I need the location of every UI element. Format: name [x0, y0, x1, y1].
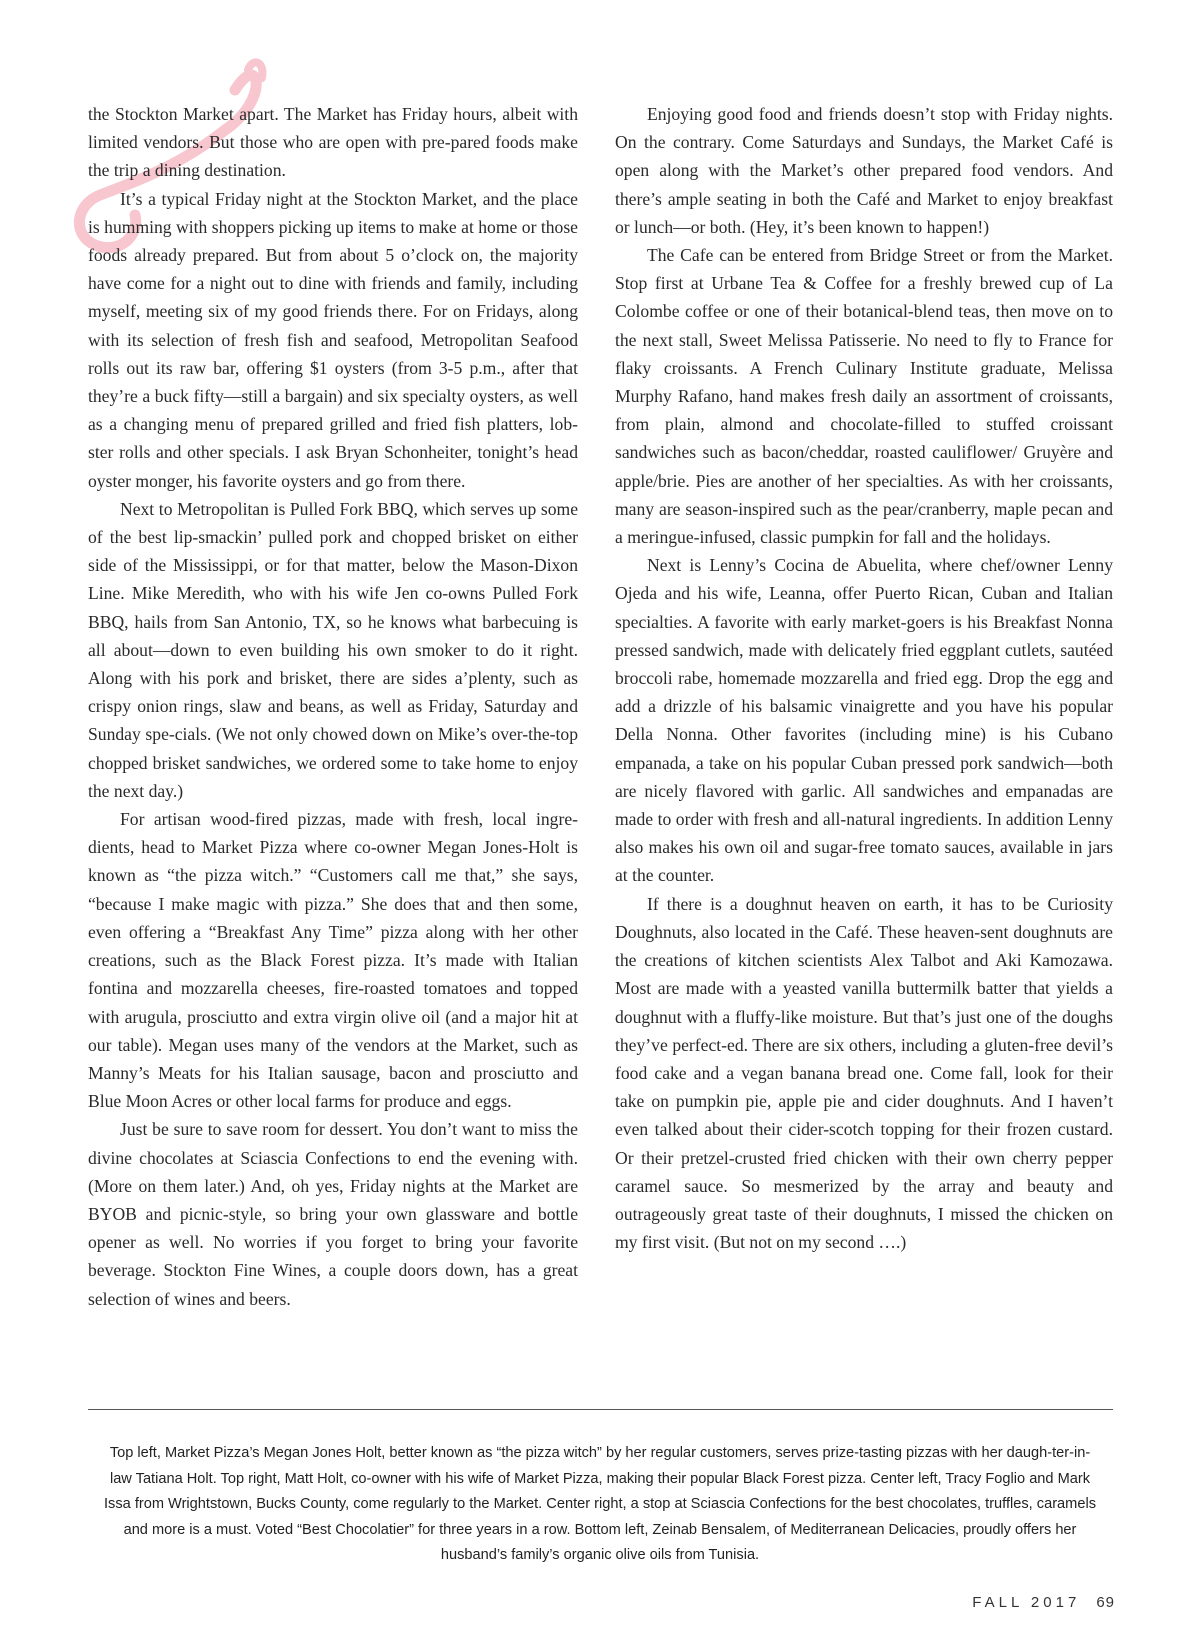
- paragraph: Enjoying good food and friends doesn’t stop with Friday nights. On the contrary. Come Saturdays and Sundays, the Market Café is open along with the Market’s other prepared food vendors. And there’s ample seating in both the Café and Market to enjoy breakfast or lunch—or both. (Hey, it’s been known to happen!): [615, 104, 1113, 237]
- paragraph: the Stockton Market apart. The Market has Friday hours, albeit with limited vendors. But those who are open with pre-pared foods make the trip a dining destination.: [88, 104, 578, 181]
- caption-divider: [88, 1409, 1113, 1410]
- paragraph: For artisan wood-fired pizzas, made with fresh, local ingre-dients, head to Market Pizza where co-owner Megan Jones-Holt is known as “the pizza witch.” “Customers call me that,” she says, “because I make magic with pizza.” She does that and then some, even offering a “Breakfast Any Time” pizza along with her other creations, such as the Black Forest pizza. It’s made with Italian fontina and mozzarella cheeses, fire-roasted tomatoes and topped with arugula, prosciutto and extra virgin olive oil (and a major hit at our table). Megan uses many of the vendors at the Market, such as Manny’s Meats for his Italian sausage, bacon and prosciutto and Blue Moon Acres or other local farms for produce and eggs.: [88, 809, 578, 1112]
- page-number: 69: [1096, 1594, 1115, 1611]
- issue-label: FALL 2017: [972, 1594, 1081, 1611]
- paragraph: If there is a doughnut heaven on earth, it has to be Curiosity Doughnuts, also located in the Café. These heaven-sent doughnuts are the creations of kitchen scientists Alex Talbot and Aki Kamozawa. Most are made with a yeasted vanilla buttermilk batter that yields a doughnut with a fluffy-like moisture. But that’s just one of the doughs they’ve perfect-ed. There are six others, including a gluten-free devil’s food cake and a vegan banana bread one. Come fall, look for their take on pumpkin pie, apple pie and cider doughnuts. And I haven’t even talked about their cider-scotch topping for their frozen custard. Or their pretzel-crusted fried chicken with their own cherry pepper caramel sauce. So mesmerized by the array and beauty and outrageously great taste of their doughnuts, I missed the chicken on my first visit. (But not on my second ….): [615, 893, 1113, 1253]
- paragraph: Next to Metropolitan is Pulled Fork BBQ, which serves up some of the best lip-smackin’ pulled pork and chopped brisket on either side of the Mississippi, or for that matter, below the Mason-Dixon Line. Mike Meredith, who with his wife Jen co-owns Pulled Fork BBQ, hails from San Antonio, TX, so he knows what barbecuing is all about—down to even building his own smoker to do it right. Along with his pork and brisket, there are sides a’plenty, such as crispy onion rings, slaw and beans, as well as Friday, Saturday and Sunday spe-cials. (We not only chowed down on Mike’s over-the-top chopped brisket sandwiches, we ordered some to take home to enjoy the next day.): [88, 498, 578, 801]
- paragraph: The Cafe can be entered from Bridge Street or from the Market. Stop first at Urbane Tea & Coffee for a freshly brewed cup of La Colombe coffee or one of their botanical-blend teas, then move on to the next stall, Sweet Melissa Patisserie. No need to fly to France for flaky croissants. A French Culinary Institute graduate, Melissa Murphy Rafano, hand makes fresh daily an assortment of croissants, from plain, almond and chocolate-filled to stuffed croissant sandwiches such as bacon/cheddar, roasted cauliflower/ Gruyère and apple/brie. Pies are another of her specialties. As with her croissants, many are season-inspired such as the pear/cranberry, maple pecan and a meringue-infused, classic pumpkin for fall and the holidays.: [615, 245, 1113, 548]
- article-column-left: [88, 100, 578, 1313]
- page-footer: [972, 1594, 1115, 1611]
- article-column-right: [615, 100, 1113, 1256]
- paragraph: Next is Lenny’s Cocina de Abuelita, where chef/owner Lenny Ojeda and his wife, Leanna, offer Puerto Rican, Cuban and Italian specialties. A favorite with early market-goers is his Breakfast Nonna pressed sandwich, made with delicately fried eggplant cutlets, sautéed broccoli rabe, homemade mozzarella and fried egg. Drop the egg and add a drizzle of his balsamic vinaigrette and you have his popular Della Nonna. Other favorites (including mine) is his Cubano empanada, a take on his popular Cuban pressed pork sandwich—both are nicely flavored with garlic. All sandwiches and empanadas are made to order with fresh and all-natural ingredients. In addition Lenny also makes his own oil and sugar-free tomato sauces, available in jars at the counter.: [615, 555, 1113, 886]
- photo-caption: Top left, Market Pizza’s Megan Jones Holt, better known as “the pizza witch” by her regular customers, serves prize-tasting pizzas with her daugh-ter-in-law Tatiana Holt. Top right, Matt Holt, co-owner with his wife of Market Pizza, making their popular Black Forest pizza. Center left, Tracy Foglio and Mark Issa from Wrightstown, Bucks County, come regularly to the Market. Center right, a stop at Sciascia Confections for the best chocolates, truffles, caramels and more is a must. Voted “Best Chocolatier” for three years in a row. Bottom left, Zeinab Bensalem, of Mediterranean Delicacies, proudly offers her husband’s family’s organic olive oils from Tunisia.: [104, 1445, 1096, 1564]
- paragraph: Just be sure to save room for dessert. You don’t want to miss the divine chocolates at Sciascia Confections to end the evening with. (More on them later.) And, oh yes, Friday nights at the Market are BYOB and picnic-style, so bring your own glassware and bottle opener as well. No worries if you forget to bring your favorite beverage. Stockton Fine Wines, a couple doors down, has a great selection of wines and beers.: [88, 1119, 578, 1309]
- paragraph: It’s a typical Friday night at the Stockton Market, and the place is humming with shoppers picking up items to make at home or those foods already prepared. But from about 5 o’clock on, the majority have come for a night out to dine with friends and family, including myself, meeting six of my good friends there. For on Fridays, along with its selection of fresh fish and seafood, Metropolitan Seafood rolls out its raw bar, offering $1 oysters (from 3-5 p.m., after that they’re a buck fifty—still a bargain) and six specialty oysters, as well as a changing menu of prepared grilled and fried fish platters, lob-ster rolls and other specials. I ask Bryan Schonheiter, tonight’s head oyster monger, his favorite oysters and go from there.: [88, 188, 578, 491]
